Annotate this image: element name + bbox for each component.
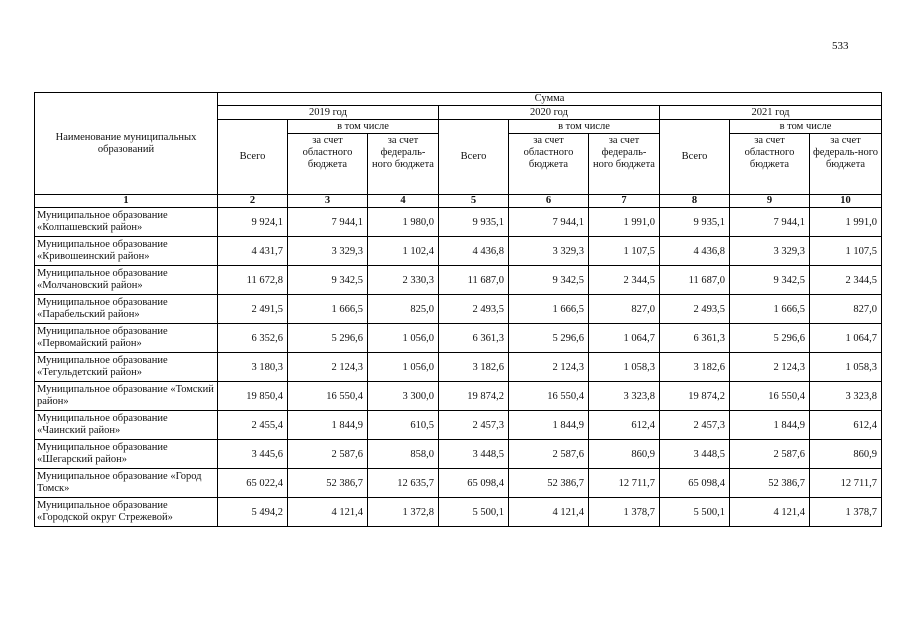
amount-cell: 827,0	[810, 295, 882, 324]
amount-cell: 612,4	[589, 411, 660, 440]
amount-cell: 827,0	[589, 295, 660, 324]
amount-cell: 5 296,6	[288, 324, 368, 353]
total-header: Всего	[439, 120, 509, 195]
amount-cell: 16 550,4	[509, 382, 589, 411]
amount-cell: 3 180,3	[218, 353, 288, 382]
amount-cell: 5 296,6	[509, 324, 589, 353]
amount-cell: 1 666,5	[509, 295, 589, 324]
amount-cell: 610,5	[368, 411, 439, 440]
amount-cell: 1 666,5	[730, 295, 810, 324]
amount-cell: 2 124,3	[730, 353, 810, 382]
amount-cell: 3 323,8	[810, 382, 882, 411]
amount-cell: 1 102,4	[368, 237, 439, 266]
federal-budget-header: за счет федераль-ного бюджета	[810, 134, 882, 195]
amount-cell: 12 711,7	[810, 469, 882, 498]
amount-cell: 9 342,5	[509, 266, 589, 295]
amount-cell: 860,9	[589, 440, 660, 469]
amount-cell: 3 448,5	[439, 440, 509, 469]
amount-cell: 1 058,3	[589, 353, 660, 382]
table-row	[35, 295, 882, 324]
regional-budget-header: за счет областного бюджета	[288, 134, 368, 195]
amount-cell: 5 500,1	[439, 498, 509, 527]
year-header: 2020 год	[439, 106, 660, 120]
amount-cell: 19 874,2	[660, 382, 730, 411]
municipality-name: Муниципальное образование «Чаинский район»	[35, 411, 218, 440]
amount-cell: 2 457,3	[660, 411, 730, 440]
municipality-name: Муниципальное образование «Первомайский район»	[35, 324, 218, 353]
amount-cell: 65 022,4	[218, 469, 288, 498]
amount-cell: 1 378,7	[589, 498, 660, 527]
amount-cell: 1 844,9	[730, 411, 810, 440]
amount-cell: 5 296,6	[730, 324, 810, 353]
including-header: в том числе	[288, 120, 439, 134]
federal-budget-header: за счет федераль-ного бюджета	[368, 134, 439, 195]
column-number: 7	[589, 195, 660, 208]
amount-cell: 4 121,4	[730, 498, 810, 527]
table-row	[35, 382, 882, 411]
amount-cell: 7 944,1	[509, 208, 589, 237]
amount-cell: 9 935,1	[660, 208, 730, 237]
page-number: 533	[832, 40, 849, 52]
sum-header: Сумма	[218, 93, 882, 106]
amount-cell: 1 372,8	[368, 498, 439, 527]
budget-table	[34, 92, 882, 527]
amount-cell: 825,0	[368, 295, 439, 324]
column-number: 9	[730, 195, 810, 208]
amount-cell: 4 431,7	[218, 237, 288, 266]
amount-cell: 19 874,2	[439, 382, 509, 411]
amount-cell: 2 124,3	[288, 353, 368, 382]
amount-cell: 9 342,5	[288, 266, 368, 295]
amount-cell: 1 064,7	[589, 324, 660, 353]
table-row	[35, 411, 882, 440]
including-header: в том числе	[730, 120, 882, 134]
table-row	[35, 208, 882, 237]
amount-cell: 1 064,7	[810, 324, 882, 353]
amount-cell: 2 124,3	[509, 353, 589, 382]
amount-cell: 6 361,3	[660, 324, 730, 353]
amount-cell: 2 457,3	[439, 411, 509, 440]
amount-cell: 5 500,1	[660, 498, 730, 527]
amount-cell: 52 386,7	[509, 469, 589, 498]
amount-cell: 2 493,5	[439, 295, 509, 324]
amount-cell: 16 550,4	[730, 382, 810, 411]
amount-cell: 4 436,8	[660, 237, 730, 266]
municipality-name: Муниципальное образование «Парабельский район»	[35, 295, 218, 324]
amount-cell: 3 300,0	[368, 382, 439, 411]
amount-cell: 4 436,8	[439, 237, 509, 266]
amount-cell: 65 098,4	[660, 469, 730, 498]
amount-cell: 612,4	[810, 411, 882, 440]
column-number: 5	[439, 195, 509, 208]
column-number: 2	[218, 195, 288, 208]
amount-cell: 858,0	[368, 440, 439, 469]
amount-cell: 2 493,5	[660, 295, 730, 324]
column-number: 4	[368, 195, 439, 208]
column-number: 3	[288, 195, 368, 208]
amount-cell: 1 058,3	[810, 353, 882, 382]
year-header: 2019 год	[218, 106, 439, 120]
amount-cell: 19 850,4	[218, 382, 288, 411]
amount-cell: 3 323,8	[589, 382, 660, 411]
municipality-name: Муниципальное образование «Молчановский район»	[35, 266, 218, 295]
total-header: Всего	[218, 120, 288, 195]
column-number: 8	[660, 195, 730, 208]
amount-cell: 3 182,6	[660, 353, 730, 382]
amount-cell: 7 944,1	[288, 208, 368, 237]
table-row	[35, 266, 882, 295]
table-row	[35, 469, 882, 498]
amount-cell: 52 386,7	[288, 469, 368, 498]
column-number: 10	[810, 195, 882, 208]
amount-cell: 2 344,5	[589, 266, 660, 295]
municipality-name: Муниципальное образование «Городской округ Стрежевой»	[35, 498, 218, 527]
table-row	[35, 324, 882, 353]
table-row	[35, 353, 882, 382]
amount-cell: 3 329,3	[288, 237, 368, 266]
including-header: в том числе	[509, 120, 660, 134]
amount-cell: 6 352,6	[218, 324, 288, 353]
amount-cell: 1 666,5	[288, 295, 368, 324]
amount-cell: 3 182,6	[439, 353, 509, 382]
municipality-name: Муниципальное образование «Шегарский район»	[35, 440, 218, 469]
amount-cell: 2 587,6	[288, 440, 368, 469]
amount-cell: 65 098,4	[439, 469, 509, 498]
column-number: 1	[35, 195, 218, 208]
amount-cell: 1 378,7	[810, 498, 882, 527]
table-row	[35, 237, 882, 266]
amount-cell: 3 448,5	[660, 440, 730, 469]
year-header: 2021 год	[660, 106, 882, 120]
amount-cell: 1 991,0	[810, 208, 882, 237]
amount-cell: 1 991,0	[589, 208, 660, 237]
name-column-header: Наименование муниципальных образований	[35, 93, 218, 195]
amount-cell: 1 107,5	[589, 237, 660, 266]
amount-cell: 2 491,5	[218, 295, 288, 324]
amount-cell: 2 330,3	[368, 266, 439, 295]
amount-cell: 7 944,1	[730, 208, 810, 237]
amount-cell: 2 587,6	[509, 440, 589, 469]
amount-cell: 9 924,1	[218, 208, 288, 237]
amount-cell: 2 344,5	[810, 266, 882, 295]
column-number-row	[35, 195, 882, 208]
amount-cell: 1 844,9	[288, 411, 368, 440]
amount-cell: 11 687,0	[660, 266, 730, 295]
amount-cell: 11 672,8	[218, 266, 288, 295]
amount-cell: 2 587,6	[730, 440, 810, 469]
column-number: 6	[509, 195, 589, 208]
amount-cell: 52 386,7	[730, 469, 810, 498]
federal-budget-header: за счет федераль-ного бюджета	[589, 134, 660, 195]
amount-cell: 16 550,4	[288, 382, 368, 411]
municipality-name: Муниципальное образование «Город Томск»	[35, 469, 218, 498]
amount-cell: 4 121,4	[288, 498, 368, 527]
amount-cell: 6 361,3	[439, 324, 509, 353]
amount-cell: 12 711,7	[589, 469, 660, 498]
amount-cell: 860,9	[810, 440, 882, 469]
municipality-name: Муниципальное образование «Кривошеинский район»	[35, 237, 218, 266]
regional-budget-header: за счет областного бюджета	[730, 134, 810, 195]
amount-cell: 1 844,9	[509, 411, 589, 440]
amount-cell: 1 980,0	[368, 208, 439, 237]
amount-cell: 3 329,3	[730, 237, 810, 266]
amount-cell: 4 121,4	[509, 498, 589, 527]
amount-cell: 1 056,0	[368, 324, 439, 353]
regional-budget-header: за счет областного бюджета	[509, 134, 589, 195]
table-row	[35, 440, 882, 469]
amount-cell: 5 494,2	[218, 498, 288, 527]
amount-cell: 3 329,3	[509, 237, 589, 266]
amount-cell: 1 056,0	[368, 353, 439, 382]
municipality-name: Муниципальное образование «Тегульдетский район»	[35, 353, 218, 382]
amount-cell: 3 445,6	[218, 440, 288, 469]
amount-cell: 11 687,0	[439, 266, 509, 295]
amount-cell: 9 342,5	[730, 266, 810, 295]
table-row	[35, 498, 882, 527]
amount-cell: 2 455,4	[218, 411, 288, 440]
municipality-name: Муниципальное образование «Колпашевский район»	[35, 208, 218, 237]
amount-cell: 1 107,5	[810, 237, 882, 266]
municipality-name: Муниципальное образование «Томский район»	[35, 382, 218, 411]
amount-cell: 9 935,1	[439, 208, 509, 237]
amount-cell: 12 635,7	[368, 469, 439, 498]
total-header: Всего	[660, 120, 730, 195]
